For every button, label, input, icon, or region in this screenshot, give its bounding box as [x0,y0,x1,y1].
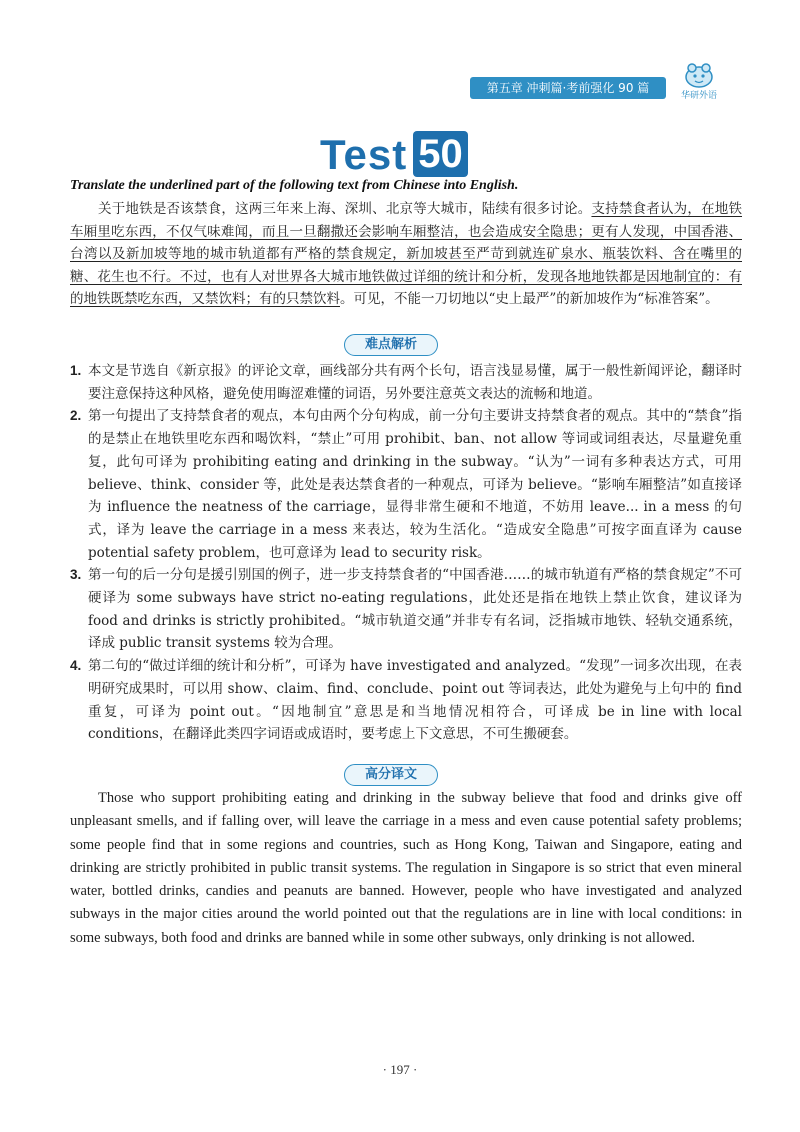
analysis-heading: 难点解析 [344,334,438,356]
note-number: 3. [70,567,82,583]
publisher-logo [671,62,727,102]
test-title [320,127,468,177]
analysis-notes [70,360,742,746]
logo-icon [683,62,715,88]
note-number: 2. [70,408,82,424]
source-outro: 。可见，不能一刀切地以“史上最严”的新加坡作为“标准答案”。 [340,291,719,307]
test-word: Test [320,131,408,178]
note-item [70,564,742,655]
note-item [70,360,742,405]
source-paragraph [70,198,742,311]
source-intro: 关于地铁是否该禁食，这两三年来上海、深圳、北京等大城市，陆续有很多讨论。 [98,201,592,217]
note-number: 1. [70,363,82,378]
page-number: · 197 · [382,1062,418,1077]
translation-heading: 高分译文 [344,764,438,786]
instruction: Translate the underlined part of the following text from Chinese into English. [70,178,519,193]
note-text: 本文是节选自《新京报》的评论文章，画线部分共有两个长句，语言浅显易懂，属于一般性新闻评论，翻译时要注意保持这种风格，避免使用晦涩难懂的词语，另外要注意英文表达的流畅和地道。 [88,363,742,402]
note-text: 第一句提出了支持禁食者的观点，本句由两个分句构成，前一分句主要讲支持禁食者的观点。其中的“禁食”指的是禁止在地铁里吃东西和喝饮料，“禁止”可用 prohibit、ban、not allow 等词或词组表达，尽量避免重复，此句可译为 prohibiting eating and drinking in the subway。“认为”一词有多种表达方式，可用 believe、think、consider 等，此处是表达禁食者的一种观点，可译为 believe。“影响车厢整洁”如直接译为 influence the neatness of the carriage，显得非常生硬和不地道，不妨用 leave... in a mess 的句式，译为 leave the carriage in a mess 来表达，较为生活化。“造成安全隐患”可按字面直译为 cause potential safety problem，也可意译为 lead to security risk。 [88,408,742,561]
test-number: 50 [413,131,468,177]
note-item [70,405,742,564]
note-text: 第一句的后一分句是援引别国的例子，进一步支持禁食者的“中国香港……的城市轨道有严格的禁食规定”不可硬译为 some subways have strict no-eating regulations，此处还是指在地铁上禁止饮食，建议译为 food and drinks is strictly prohibited。“城市轨道交通”并非专有名词，泛指城市地铁、轻轨交通系统，译成 public transit systems 较为合理。 [88,567,742,652]
underlined-passage: 支持禁食者认为，在地铁车厢里吃东西，不仅气味难闻，而且一旦翻撒还会影响车厢整洁，也会造成安全隐患；更有人发现，中国香港、台湾以及新加坡等地的城市轨道都有严格的禁食规定，新加坡甚至严苛到就连矿泉水、瓶装饮料、含在嘴里的糖、花生也不行。不过，也有人对世界各大城市地铁做过详细的统计和分析，发现各地地铁都是因地制宜的：有的地铁既禁吃东西，又禁饮料；有的只禁饮料 [70,201,743,307]
logo-text: 华研外语 [680,91,717,101]
translation-paragraph: Those who support prohibiting eating and drinking in the subway believe that food and drinks give off unpleasant smells, and if falling over, will leave the carriage in a mess and even cause potential safety problems; some people find that in some regions and countries, such as Hong Kong, Taiwan and Singapore, eating and drinking are strictly prohibited in public transit systems. The regulation in Singapore is so strict that even mineral water, bottled drinks, candies and peanuts are banned. However, people who have investigated and analyzed subways in the major cities around the world pointed out that the regulations are in line with local conditions: in some subways, both food and drinks are banned while in some other subways, only drinking is not allowed. [70,790,742,946]
chapter-badge: 第五章 冲刺篇·考前强化 90 篇 [470,77,666,99]
note-item [70,655,742,746]
note-number: 4. [70,658,82,674]
note-text: 第二句的“做过详细的统计和分析”，可译为 have investigated and analyzed。“发现”一词多次出现，在表明研究成果时，可以用 show、claim、find、conclude、point out 等词表达，此处为避免与上句中的 find 重复，可译为 point out。“因地制宜”意思是和当地情况相符合，可译成 be in line with local conditions，在翻译此类四字词语或成语时，要考虑上下文意思，不可生搬硬套。 [88,658,742,743]
